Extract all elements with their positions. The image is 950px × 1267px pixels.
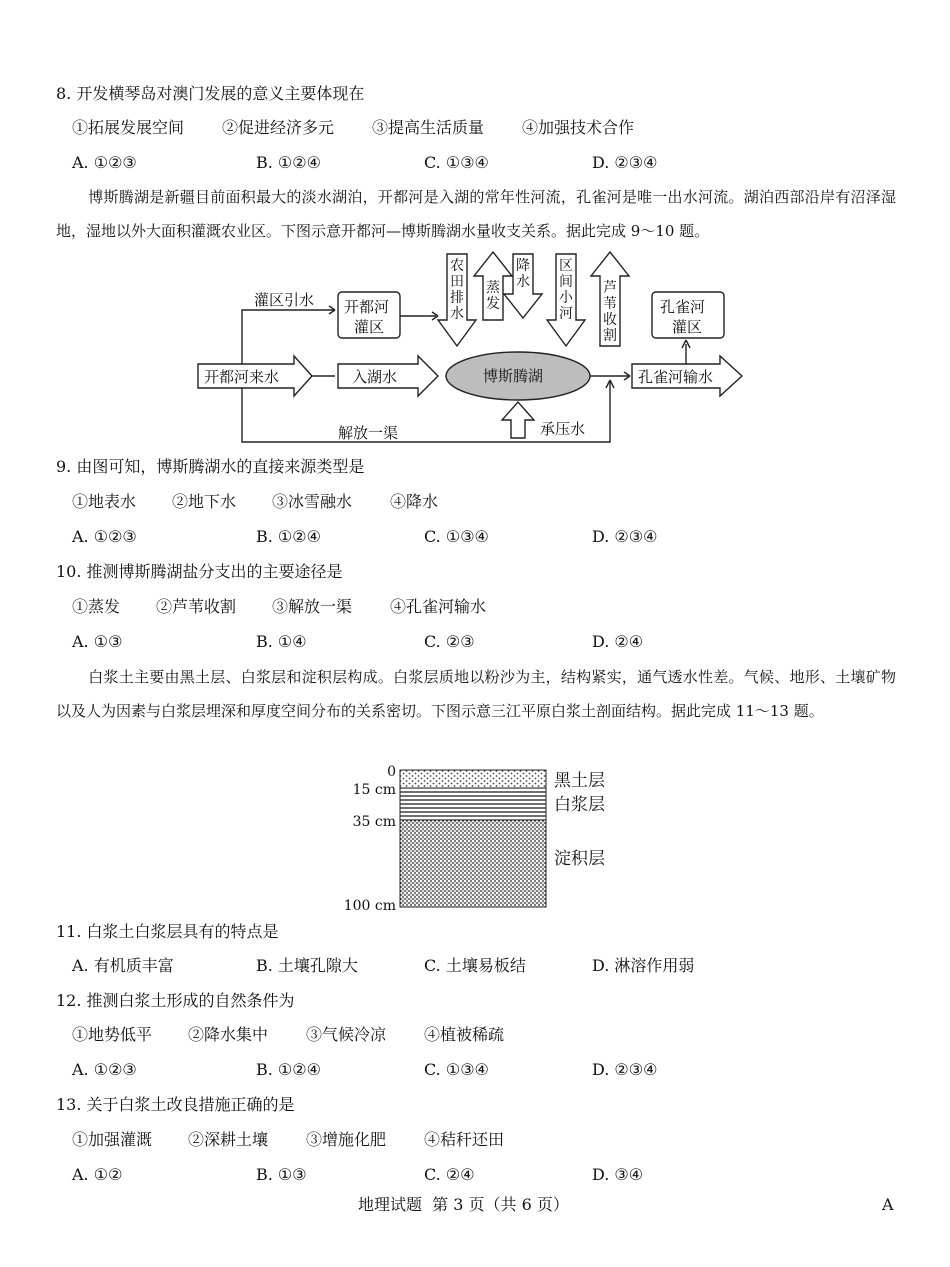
q8-choice-d[interactable]: D. ②③④ xyxy=(592,153,658,172)
q10-choice-d[interactable]: D. ②④ xyxy=(592,632,644,651)
label-kaidu-irrigation-2: 灌区 xyxy=(354,318,385,336)
q12-stem: 12. 推测白浆土形成的自然条件为 xyxy=(56,991,295,1010)
passage-bosten-text: 博斯腾湖是新疆目前面积最大的淡水湖泊，开都河是入湖的常年性河流，孔雀河是唯一出水河流。湖泊西部沿岸有沼泽湿地，湿地以外大面积灌溉农业区。下图示意开都河—博斯腾湖水量收支关系。据此完成 9～10 题。 xyxy=(56,188,896,240)
q9-choice-d[interactable]: D. ②③④ xyxy=(592,527,658,546)
label-confined-water: 承压水 xyxy=(540,420,586,438)
soil-profile-diagram xyxy=(336,762,626,912)
q12-item-4: ④植被稀疏 xyxy=(424,1025,505,1044)
q9-choice-c[interactable]: C. ①③④ xyxy=(424,527,489,546)
label-kaidu-irrigation-1: 开都河 xyxy=(344,298,390,316)
q13-choice-b[interactable]: B. ①③ xyxy=(256,1165,307,1184)
water-balance-diagram xyxy=(190,250,760,448)
q11-choice-c[interactable]: C. 土壤易板结 xyxy=(424,956,526,975)
q10-choice-b[interactable]: B. ①④ xyxy=(256,632,307,651)
depth-label-35: 35 cm xyxy=(352,814,396,830)
q11-choice-a[interactable]: A. 有机质丰富 xyxy=(72,956,174,975)
q13-stem: 13. 关于白浆土改良措施正确的是 xyxy=(56,1095,295,1114)
label-evaporation: 蒸发 xyxy=(486,280,500,312)
label-farm-drain: 农田排水 xyxy=(450,258,464,322)
q12-item-1: ①地势低平 xyxy=(72,1025,153,1044)
q10-stem: 10. 推测博斯腾湖盐分支出的主要途径是 xyxy=(56,562,343,581)
label-lake-inflow: 入湖水 xyxy=(352,368,398,386)
profile-layer-black-soil xyxy=(400,770,546,788)
q12-item-2: ②降水集中 xyxy=(188,1025,269,1044)
q11-stem: 11. 白浆土白浆层具有的特点是 xyxy=(56,922,279,941)
depth-label-0: 0 xyxy=(387,764,396,780)
label-precipitation: 降水 xyxy=(516,258,530,290)
q10-item-3: ③解放一渠 xyxy=(272,597,353,616)
q8-item-4: ④加强技术合作 xyxy=(522,118,635,137)
q13-choice-a[interactable]: A. ①② xyxy=(72,1165,123,1184)
q8-choice-b[interactable]: B. ①②④ xyxy=(256,153,321,172)
q12-choice-d[interactable]: D. ②③④ xyxy=(592,1060,658,1079)
q10-choice-a[interactable]: A. ①③ xyxy=(72,632,123,651)
q9-choice-a[interactable]: A. ①②③ xyxy=(72,527,137,546)
q8-item-2: ②促进经济多元 xyxy=(222,118,335,137)
q11-choice-d[interactable]: D. 淋溶作用弱 xyxy=(592,956,695,975)
q8-choice-c[interactable]: C. ①③④ xyxy=(424,153,489,172)
q9-item-4: ④降水 xyxy=(390,492,439,511)
label-kongque-irrigation-2: 灌区 xyxy=(672,318,703,336)
label-kongque-irrigation-1: 孔雀河 xyxy=(660,298,706,316)
q13-item-3: ③增施化肥 xyxy=(306,1130,387,1149)
page-footer: 地理试题 第 3 页（共 6 页） xyxy=(358,1195,569,1214)
q8-item-1: ①拓展发展空间 xyxy=(72,118,185,137)
q12-item-3: ③气候冷凉 xyxy=(306,1025,387,1044)
layer-label-albic: 白浆层 xyxy=(554,795,605,815)
profile-layer-illuvial xyxy=(400,820,546,907)
label-irrigation-inflow: 灌区引水 xyxy=(254,291,315,309)
q10-item-2: ②芦苇收割 xyxy=(156,597,237,616)
q13-item-2: ②深耕土壤 xyxy=(188,1130,269,1149)
paper-version: A xyxy=(882,1195,894,1214)
passage-albic-text: 白浆土主要由黑土层、白浆层和淀积层构成。白浆层质地以粉沙为主，结构紧实，通气透水性差。气候、地形、土壤矿物以及人为因素与白浆层埋深和厚度空间分布的关系密切。下图示意三江平原白浆土剖面结构。据此完成 11～ xyxy=(56,668,896,720)
q9-choice-b[interactable]: B. ①②④ xyxy=(256,527,321,546)
q12-choice-a[interactable]: A. ①②③ xyxy=(72,1060,137,1079)
q8-item-3: ③提高生活质量 xyxy=(372,118,485,137)
q11-choice-b[interactable]: B. 土壤孔隙大 xyxy=(256,956,358,975)
depth-label-15: 15 cm xyxy=(352,782,396,798)
layer-label-illuvial: 淀积层 xyxy=(554,849,605,869)
q8-stem: 8. 开发横琴岛对澳门发展的意义主要体现在 xyxy=(56,84,365,103)
q10-item-1: ①蒸发 xyxy=(72,597,121,616)
q10-choice-c[interactable]: C. ②③ xyxy=(424,632,475,651)
q10-item-4: ④孔雀河输水 xyxy=(390,597,487,616)
q9-item-3: ③冰雪融水 xyxy=(272,492,353,511)
layer-label-black-soil: 黑土层 xyxy=(554,771,605,791)
label-reed: 芦苇收割 xyxy=(603,280,617,344)
q13-item-4: ④秸秆还田 xyxy=(424,1130,505,1149)
profile-layer-albic xyxy=(400,788,546,820)
q9-stem: 9. 由图可知，博斯腾湖水的直接来源类型是 xyxy=(56,457,365,476)
q13-item-1: ①加强灌溉 xyxy=(72,1130,153,1149)
q9-item-1: ①地表水 xyxy=(72,492,137,511)
passage-albic-soil xyxy=(56,660,896,728)
label-source: 开都河来水 xyxy=(204,368,280,386)
q8-choice-a[interactable]: A. ①②③ xyxy=(72,153,137,172)
depth-label-100: 100 cm xyxy=(343,898,396,912)
q13-choice-c[interactable]: C. ②④ xyxy=(424,1165,475,1184)
label-outflow: 孔雀河输水 xyxy=(638,368,714,386)
passage-bosten-lake xyxy=(56,180,896,248)
q9-item-2: ②地下水 xyxy=(172,492,237,511)
passage-albic-text-end: 13 题。 xyxy=(769,702,824,720)
q12-choice-c[interactable]: C. ①③④ xyxy=(424,1060,489,1079)
q12-choice-b[interactable]: B. ①②④ xyxy=(256,1060,321,1079)
label-lake: 博斯腾湖 xyxy=(483,367,544,385)
q13-choice-d[interactable]: D. ③④ xyxy=(592,1165,644,1184)
label-streams: 区间小河 xyxy=(559,258,573,322)
label-canal: 解放一渠 xyxy=(338,424,399,442)
